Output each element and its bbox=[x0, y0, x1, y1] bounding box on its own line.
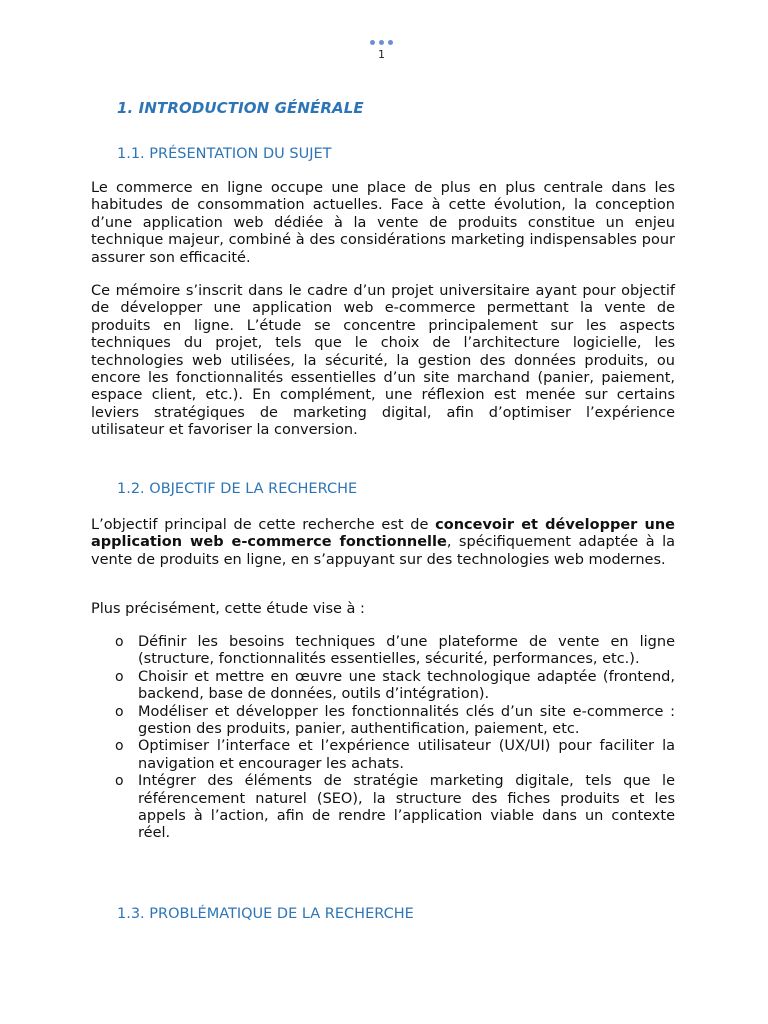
paragraph-1: Le commerce en ligne occupe une place de plus en plus centrale dans les habitudes de consommation actuelles. Face à cette évolution, la conception d’une application web dédiée à la vente de produits constitue un enjeu technique majeur, combiné à des considérations marketing indispensables pour assurer son efficacité. bbox=[91, 180, 675, 266]
page-number: 1 bbox=[378, 48, 385, 61]
bullet-icon: o bbox=[115, 738, 124, 755]
bullet-icon: o bbox=[115, 634, 124, 650]
paragraph-4: Plus précisément, cette étude vise à : bbox=[91, 601, 365, 617]
subsection-title-2: 1.2. OBJECTIF DE LA RECHERCHE bbox=[117, 481, 358, 497]
paragraph-2: Ce mémoire s’inscrit dans le cadre d’un projet universitaire ayant pour objectif de développer une application web e-commerce permettant la vente de produits en ligne. L’étude se concentre principalement sur les aspects techniques du projet, tels que le choix de l’architecture logicielle, les technologies web utilisées, la sécurité, la gestion des données produits, ou encore les fonctionnalités essentielles d’un site marchand (panier, paiement, espace client, etc.). En complément, une réflexion est menée sur certains leviers stratégiques de marketing digital, afin d’optimiser l’expérience utilisateur et favoriser la conversion. bbox=[91, 283, 675, 439]
paragraph-3-end: , spécifiquement adaptée à la vente de produits en ligne, en s’appuyant sur des technologies web modernes. bbox=[91, 534, 675, 568]
section-title: 1. INTRODUCTION GÉNÉRALE bbox=[117, 99, 364, 117]
list-item-text: Intégrer des éléments de stratégie marketing digitale, tels que le référencement naturel (SEO), la structure des fiches produits et les appels à l’action, afin de rendre l’application viable dans un contexte réel. bbox=[138, 773, 675, 842]
list-item bbox=[91, 773, 675, 843]
bullet-icon: o bbox=[115, 703, 124, 720]
paragraph-3 bbox=[91, 517, 675, 569]
list-item-text: Optimiser l’interface et l’expérience utilisateur (UX/UI) pour faciliter la navigation et encourager les achats. bbox=[138, 738, 675, 772]
objectives-list bbox=[91, 634, 675, 843]
list-item bbox=[91, 669, 675, 704]
bullet-icon: o bbox=[115, 773, 124, 790]
list-item bbox=[91, 634, 675, 669]
header-dots-icon bbox=[370, 40, 393, 45]
list-item-text: Choisir et mettre en œuvre une stack technologique adaptée (frontend, backend, base de données, outils d’intégration). bbox=[138, 668, 675, 703]
subsection-title-3: 1.3. PROBLÉMATIQUE DE LA RECHERCHE bbox=[117, 906, 414, 922]
list-item-text: Modéliser et développer les fonctionnalités clés d’un site e-commerce : gestion des produits, panier, authentification, paiement, etc. bbox=[138, 703, 675, 738]
subsection-title-1: 1.1. PRÉSENTATION DU SUJET bbox=[117, 146, 332, 162]
list-item bbox=[91, 704, 675, 739]
paragraph-3-start: L’objectif principal de cette recherche est de bbox=[91, 517, 436, 533]
bullet-icon: o bbox=[115, 668, 124, 685]
paragraph-3-emphasis: concevoir et développer une application web e-commerce fonctionnelle bbox=[91, 517, 675, 551]
list-item-text: Définir les besoins techniques d’une plateforme de vente en ligne (structure, fonctionnalités essentielles, sécurité, performances, etc.). bbox=[138, 634, 675, 668]
list-item bbox=[91, 738, 675, 773]
